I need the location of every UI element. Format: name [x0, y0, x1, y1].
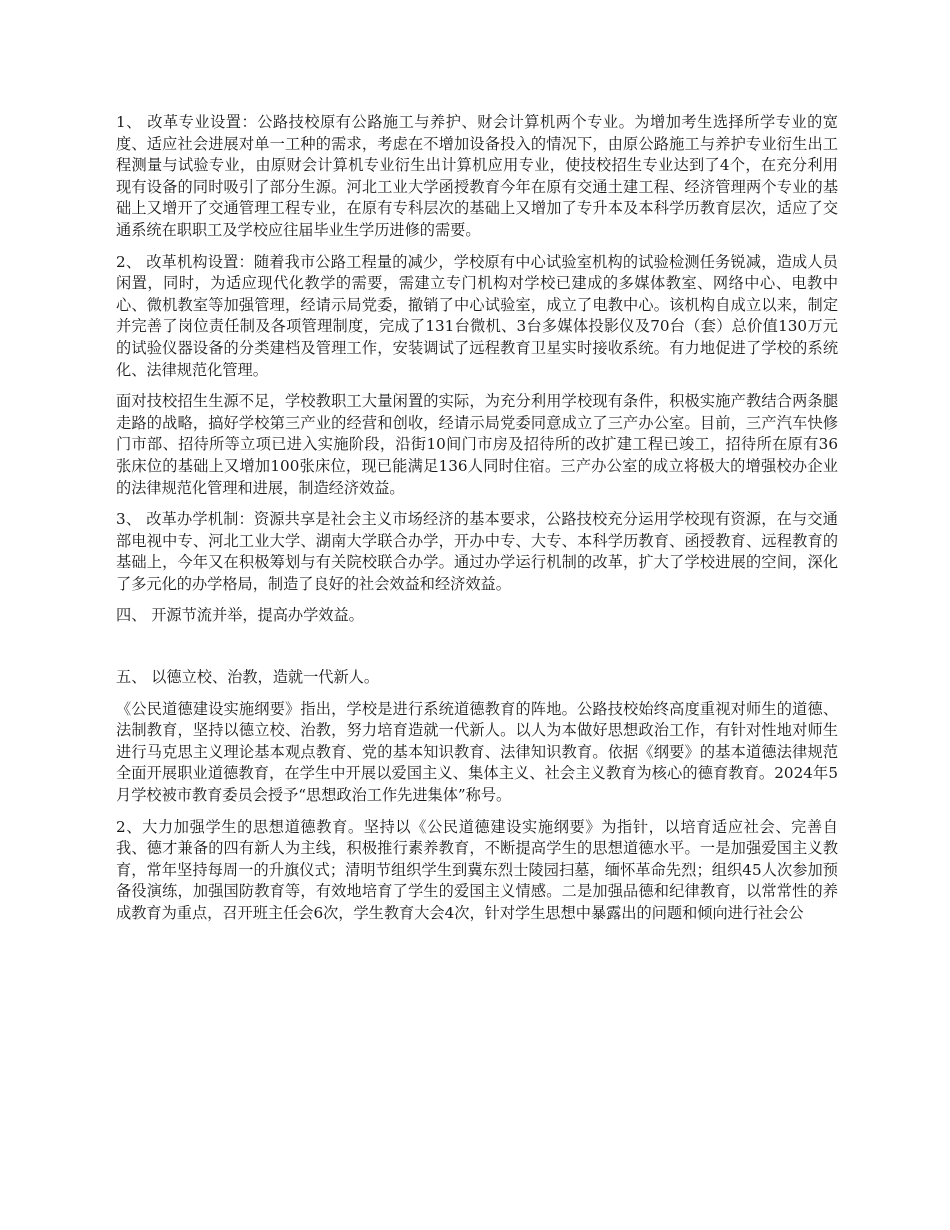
- document-body: [116, 112, 838, 935]
- paragraph-school-mechanism: 3、 改革办学机制：资源共享是社会主义市场经济的基本要求，公路技校充分运用学校现有资源，在与交通部电视中专、河北工业大学、湖南大学联合办学，开办中专、大专、本科学历教育、函授教育、远程教育的基础上，今年又在积极筹划与有关院校联合办学。通过办学运行机制的改革，扩大了学校进展的空间，深化了多元化的办学格局，制造了良好的社会效益和经济效益。: [116, 510, 838, 593]
- section-heading-four: 四、 开源节流并举，提高办学效益。: [116, 606, 364, 625]
- paragraph-tertiary-industry: 面对技校招生生源不足，学校教职工大量闲置的实际，为充分利用学校现有条件，积极实施产教结合两条腿走路的战略，搞好学校第三产业的经营和创收，经请示局党委同意成立了三产办公室。目前，三产汽车快修门市部、招待所等立项已进入实施阶段，沿街10间门市房及招待所的改扩建工程已竣工，招待所在原有36张床位的基础上又增加100张床位，现已能满足136人同时住宿。三产办公室的成立将极大的增强校办企业的法律规范化管理和进展，制造经济效益。: [116, 392, 838, 497]
- paragraph-major-setting: 1、 改革专业设置：公路技校原有公路施工与养护、财会计算机两个专业。为增加考生选择所学专业的宽度、适应社会进展对单一工种的需求，考虑在不增加设备投入的情况下，由原公路施工与养护专业衍生出工程测量与试验专业，由原财会计算机专业衍生出计算机应用专业，使技校招生专业达到了4个，在充分利用现有设备的同时吸引了部分生源。河北工业大学函授教育今年在原有交通土建工程、经济管理两个专业的基础上又增开了交通管理工程专业，在原有专科层次的基础上又增加了专升本及本科学历教育层次，适应了交通系统在职职工及学校应往届毕业生学历进修的需要。: [116, 113, 838, 239]
- paragraph-org-setting: 2、 改革机构设置：随着我市公路工程量的减少，学校原有中心试验室机构的试验检测任务锐减，造成人员闲置，同时，为适应现代化教学的需要，需建立专门机构对学校已建成的多媒体教室、网络中心、电教中心、微机教室等加强管理，经请示局党委，撤销了中心试验室，成立了电教中心。该机构自成立以来，制定并完善了岗位责任制及各项管理制度，完成了131台微机、3台多媒体投影仪及70台（套）总价值130万元的试验仪器设备的分类建档及管理工作，安装调试了远程教育卫星实时接收系统。有力地促进了学校的系统化、法律规范化管理。: [116, 252, 838, 379]
- section-heading-five: 五、 以德立校、治教，造就一代新人。: [116, 668, 380, 687]
- paragraph-moral-outline: 《公民道德建设实施纲要》指出，学校是进行系统道德教育的阵地。公路技校始终高度重视对师生的道德、法制教育，坚持以德立校、治教，努力培育造就一代新人。以人为本做好思想政治工作，有针对性地对师生进行马克思主义理论基本观点教育、党的基本知识教育、法律知识教育。依据《纲要》的基本道德法律规范全面开展职业道德教育，在学生中开展以爱国主义、集体主义、社会主义教育为核心的德育教育。2024年5月学校被市教育委员会授予“思想政治工作先进集体”称号。: [116, 699, 838, 805]
- paragraph-student-education: 2、大力加强学生的思想道德教育。坚持以《公民道德建设实施纲要》为指针，以培育适应社会、完善自我、德才兼备的四有新人为主线，积极推行素养教育，不断提高学生的思想道德水平。一是加强爱国主义教育，常年坚持每周一的升旗仪式；清明节组织学生到冀东烈士陵园扫墓，缅怀革命先烈；组织45人次参加预备役演练，加强国防教育等，有效地培育了学生的爱国主义情感。二是加强品德和纪律教育，以常常性的养成教育为重点，召开班主任会6次，学生教育大会4次，针对学生思想中暴露出的问题和倾向进行社会公: [116, 817, 838, 922]
